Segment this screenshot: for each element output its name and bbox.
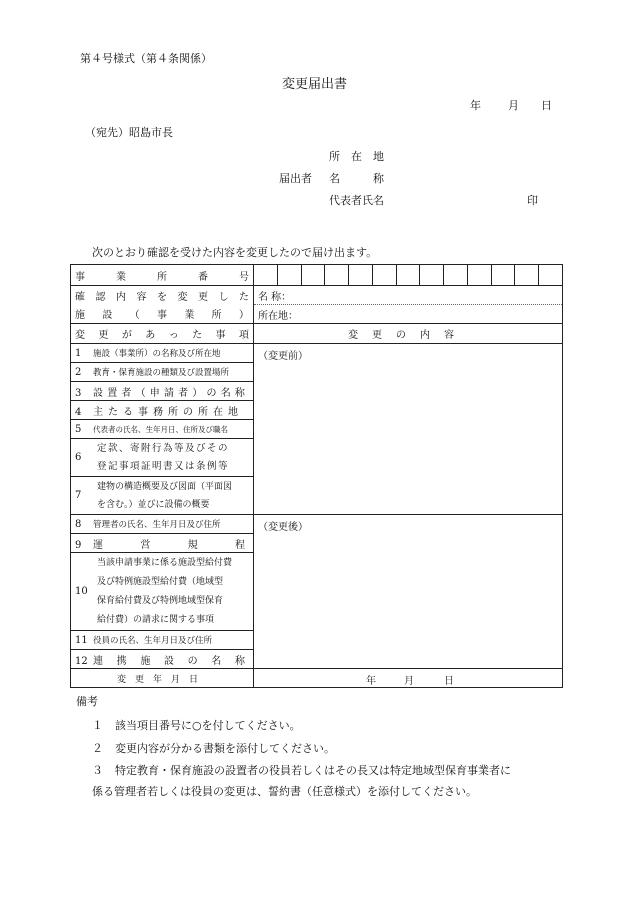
facility-name-label: 名 称： [258,291,292,303]
change-form-table [70,264,563,688]
item-label: 建物の構造概要及び図面（平面図 を含む。）並びに設備の概要 [97,481,233,510]
item-label: 定款、寄附行為等及びその 登記事項証明書又は条例等 [97,442,230,472]
item-number: 7 [75,490,82,501]
item-label: 設 置 者 （ 申 請 者 ） の 名 称 [93,387,245,399]
note-1: 該当項目番号に○を付してください。 [115,719,301,732]
column-header-row [71,324,563,344]
change-date-day: 日 [444,676,454,687]
notifier-label: 届出者 [279,172,312,185]
intro-text: 次のとおり確認を受けた内容を変更したので届け出ます。 [92,246,378,259]
change-date-month: 月 [404,676,414,687]
facility-row-1 [71,286,563,305]
note-3-line-1: 特定教育・保育施設の設置者の役員若しくはその長又は特定地域型保育事業者に [115,764,511,777]
facility-label-2: 施 設 （ 事 業 所 ） [75,310,249,322]
item-label: 運 営 規 程 [93,539,245,551]
date-day-label: 日 [541,99,552,112]
name-label: 名 称 [329,172,384,185]
seal-mark: 印 [527,194,538,207]
item-number: 9 [75,539,82,551]
form-number: 第４号様式（第４条関係） [80,52,212,65]
change-date-year: 年 [366,676,376,687]
col-content-header: 変更の内容 [348,330,468,341]
table-row [71,344,563,363]
item-label: 管理者の氏名、生年月日及び住所 [93,520,221,530]
note-1-number: １ [92,719,103,732]
item-number: 11 [75,635,88,646]
table-row [71,515,563,534]
item-label: 連 携 施 設 の 名 称 [93,655,245,667]
date-year-label: 年 [470,99,481,112]
note-2: 変更内容が分かる書類を添付してください。 [115,742,335,755]
note-2-number: ２ [92,742,103,755]
office-number-boxes[interactable] [254,265,562,285]
item-label: 主たる事務所の所在地 [93,406,243,418]
item-label: 役員の氏名、生年月日及び住所 [93,636,213,646]
item-number: 6 [75,452,82,463]
item-number: 8 [75,519,82,530]
representative-label: 代表者氏名 [329,194,384,207]
item-number: 1 [75,348,82,359]
item-label: 施設（事業所）の名称及び所在地 [93,349,221,359]
item-number: 10 [75,586,88,597]
change-date-row [71,669,563,688]
note-3-number: ３ [92,764,103,777]
office-number-label: 事 業 所 番 号 [75,271,249,283]
before-label: （変更前） [258,351,308,362]
item-number: 5 [75,423,82,435]
note-3-line-2: 係る管理者若しくは役員の変更は、誓約書（任意様式）を添付してください。 [92,785,477,798]
facility-label-1: 確 認 内 容 を 変 更 し た [75,291,249,303]
before-content-cell[interactable] [254,344,563,515]
col-item-header: 変 更 が あ っ た 事 項 [75,330,249,341]
item-number: 12 [75,655,88,667]
addressee: （宛先）昭島市長 [85,126,173,139]
change-date-value[interactable] [254,669,563,688]
address-label: 所 在 地 [329,150,384,163]
page-title: 変更届出書 [282,77,348,92]
date-month-label: 月 [508,99,519,112]
item-label: 当該申請事業に係る施設型給付費 及び特例施設型給付費（地域型 保育給付費及び特例地域型保育 給付費）の請求に関する事項 [97,557,233,625]
item-number: 2 [75,367,82,378]
after-label: （変更後） [258,522,308,533]
item-number: 3 [75,387,82,399]
item-number: 4 [75,406,82,418]
facility-address-label: 所在地： [258,310,298,322]
change-date-label: 変更年月日 [116,674,207,685]
item-label: 教育・保育施設の種類及び設置場所 [93,368,230,378]
after-content-cell[interactable] [254,515,563,669]
facility-row-2 [71,305,563,324]
item-label: 代表者の氏名、生年月日、住所及び職名 [93,424,228,434]
notes-heading: 備考 [76,695,98,708]
office-number-row [71,265,563,286]
